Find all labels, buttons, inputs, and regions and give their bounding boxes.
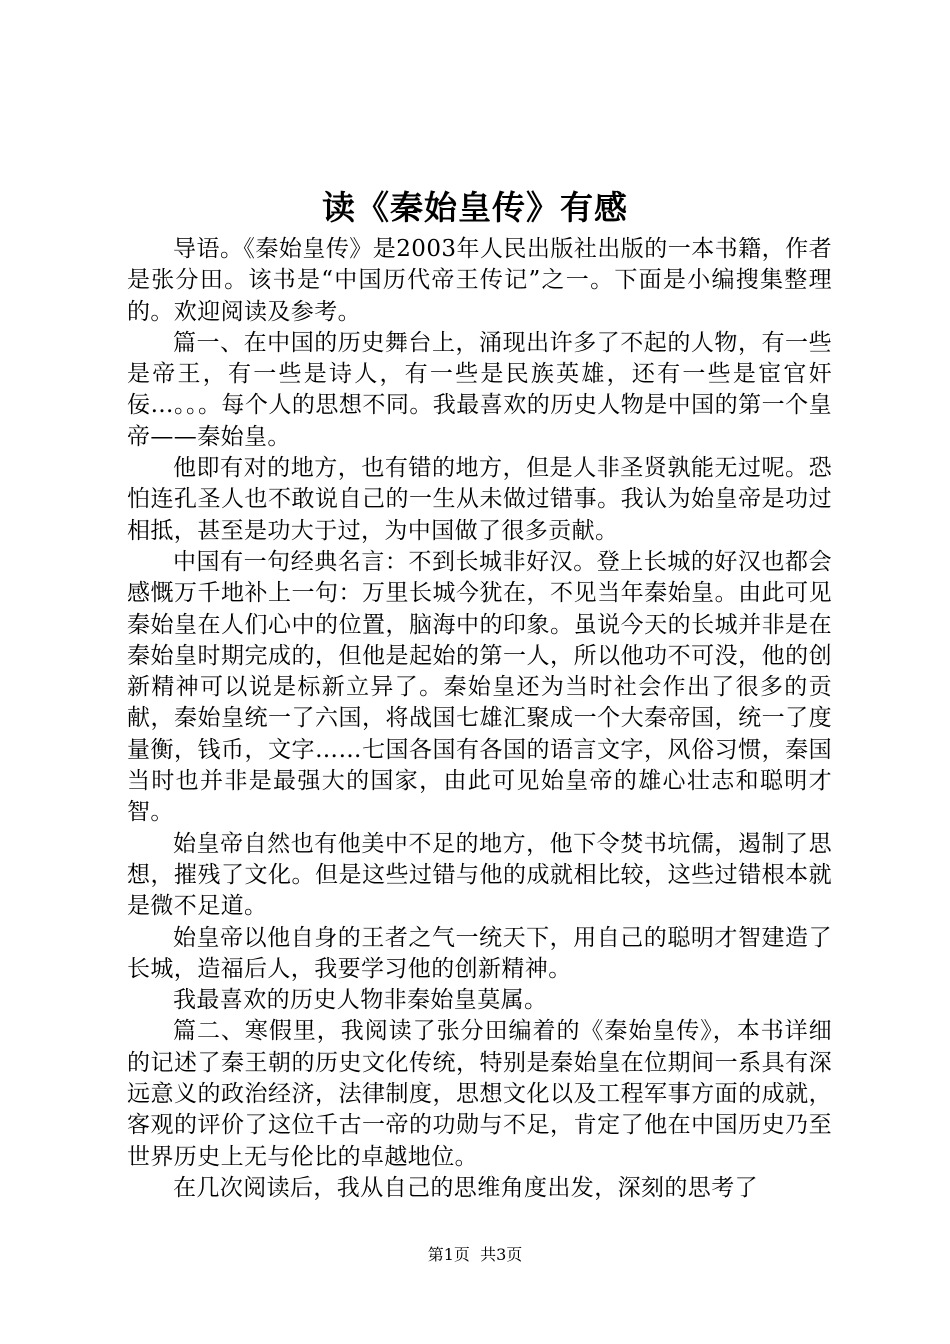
paragraph: 篇一、在中国的历史舞台上，涌现出许多了不起的人物，有一些是帝王，有一些是诗人，有一些是民族英雄，还有一些是宦官奸佞…。。。每个人的思想不同。我最喜欢的历史人物是中国的第一个皇帝——秦始皇。 [127,329,832,450]
paragraph: 在几次阅读后，我从自己的思维角度出发，深刻的思考了 [173,1174,758,1201]
paragraph: 始皇帝自然也有他美中不足的地方，他下令焚书坑儒，遏制了思想，摧残了文化。但是这些过错与他的成就相比较，这些过错根本就是微不足道。 [127,830,832,920]
document-title: 读《秦始皇传》有感 [322,188,628,227]
document-body [127,234,832,1204]
paragraph: 他即有对的地方，也有错的地方，但是人非圣贤孰能无过呢。恐怕连孔圣人也不敢说自己的一生从未做过错事。我认为始皇帝是功过相抵，甚至是功大于过，为中国做了很多贡献。 [127,455,832,544]
page-number: 第1页 [427,1245,470,1264]
footer-spacer [470,1245,480,1264]
paragraph: 始皇帝以他自身的王者之气一统天下，用自己的聪明才智建造了长城，造福后人，我要学习他的创新精神。 [127,924,832,982]
paragraph: 中国有一句经典名言：不到长城非好汉。登上长城的好汉也都会感慨万千地补上一句：万里长城今犹在，不见当年秦始皇。由此可见秦始皇在人们心中的位置，脑海中的印象。虽说今天的长城并非是在秦始皇时期完成的，但他是起始的第一人，所以他功不可没，他的创新精神可以说是标新立异了。秦始皇还为当时社会作出了很多的贡献，秦始皇统一了六国，将战国七雄汇聚成一个大秦帝国，统一了度量衡，钱币，文字……七国各国有各国的语言文字，风俗习惯，秦国当时也并非是最强大的国家，由此可见始皇帝的雄心壮志和聪明才智。 [127,548,832,826]
paragraph: 我最喜欢的历史人物非秦始皇莫属。 [173,987,548,1014]
paragraph: 篇二、寒假里，我阅读了张分田编着的《秦始皇传》，本书详细的记述了秦王朝的历史文化传统，特别是秦始皇在位期间一系具有深远意义的政治经济，法律制度，思想文化以及工程军事方面的成就，客观的评价了这位千古一帝的功勋与不足，肯定了他在中国历史乃至世界历史上无与伦比的卓越地位。 [127,1018,832,1170]
page-footer [0,1244,950,1266]
paragraph-intro: 导语。《秦始皇传》是2003年人民出版社出版的一本书籍，作者是张分田。该书是“中国历代帝王传记”之一。下面是小编搜集整理的。欢迎阅读及参考。 [127,236,832,325]
page-total: 共3页 [480,1245,523,1264]
